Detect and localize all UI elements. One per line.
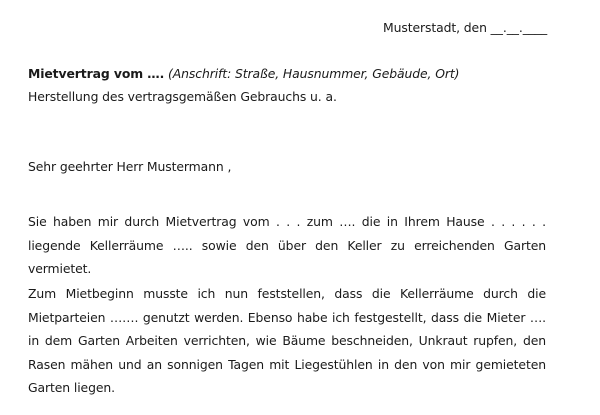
subject-title: Mietvertrag vom …. [28, 66, 165, 81]
salutation: Sehr geehrter Herr Mustermann , [28, 159, 232, 174]
subject-address-note: (Anschrift: Straße, Hausnummer, Gebäude, Ort) [164, 66, 460, 81]
paragraph-rental-contract: Sie haben mir durch Mietvertrag vom . . . zum …. die in Ihrem Hause . . . . . . liegende Kellerräume ….. sowie den über den Keller zu erreichenden Garten vermietet. [28, 214, 546, 276]
paragraph-rental-start: Zum Mietbeginn musste ich nun feststellen, dass die Kellerräume durch die Mietparteien ……. genutzt werden. Ebenso habe ich festgestellt, dass die Mieter …. in dem Garten Arbeiten verrichten, wie Bäume beschneiden, Unkraut rupfen, den Rasen mähen und an sonnigen Tagen mit Liegestühlen in den von mir gemieteten Garten liegen. [28, 286, 546, 395]
subject-subline: Herstellung des vertragsgemäßen Gebrauchs u. a. [28, 89, 337, 104]
subject-line [28, 66, 546, 81]
place-date-line: Musterstadt, den __.__.____ [383, 20, 548, 35]
